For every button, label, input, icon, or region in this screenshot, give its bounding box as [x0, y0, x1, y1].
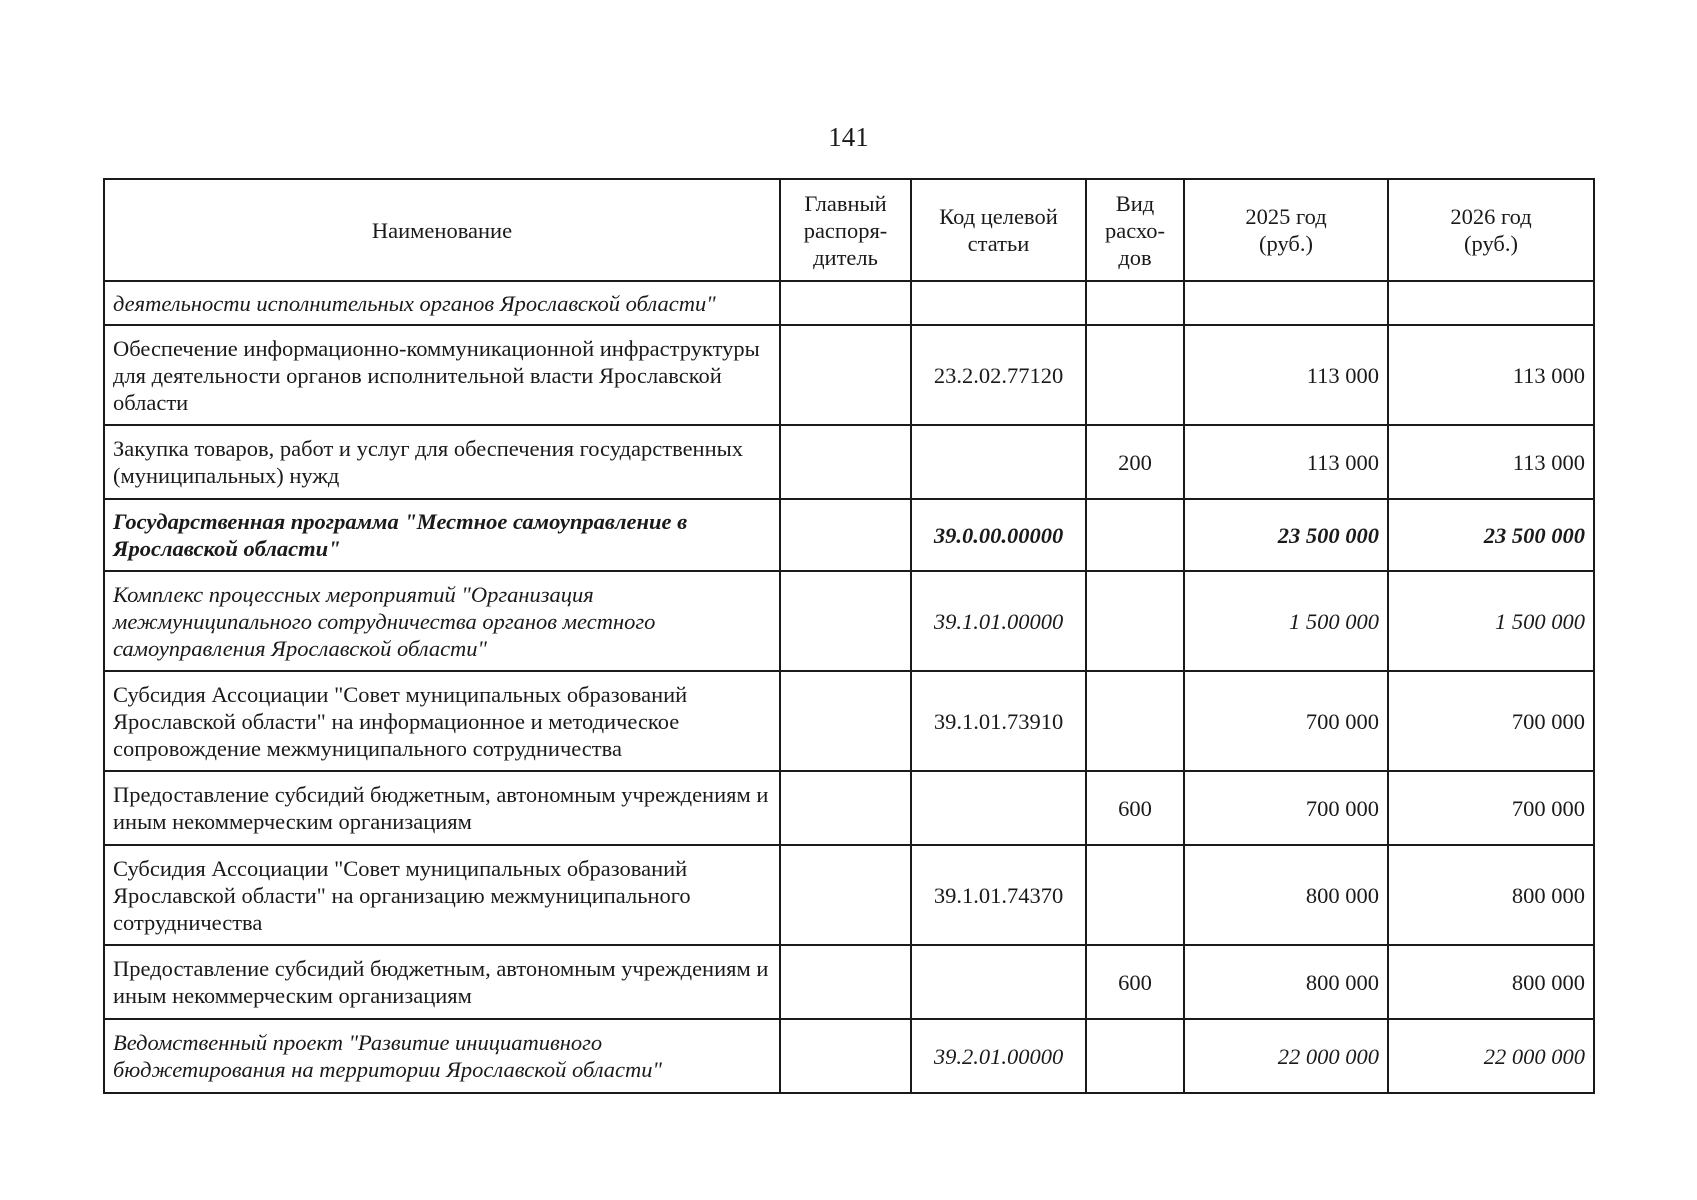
- table-row: [104, 325, 1594, 425]
- cell-2025: 800 000: [1184, 845, 1388, 945]
- cell-expense-type: 200: [1086, 425, 1184, 499]
- cell-2026: 1 500 000: [1388, 571, 1594, 671]
- cell-name: Обеспечение информационно-коммуникационной инфраструктуры для деятельности органов исполнительной власти Ярославской области: [104, 325, 780, 425]
- cell-manager: [780, 325, 911, 425]
- cell-name: Субсидия Ассоциации "Совет муниципальных образований Ярославской области" на информационное и методическое сопровождение межмуниципального сотрудничества: [104, 671, 780, 771]
- cell-2026: 22 000 000: [1388, 1019, 1594, 1093]
- cell-2025: 113 000: [1184, 325, 1388, 425]
- cell-expense-type: [1086, 281, 1184, 325]
- table-row: [104, 1019, 1594, 1093]
- cell-manager: [780, 671, 911, 771]
- table-row: [104, 499, 1594, 571]
- cell-name: Предоставление субсидий бюджетным, автономным учреждениям и иным некоммерческим организациям: [104, 945, 780, 1019]
- cell-name: Комплекс процессных мероприятий "Организация межмуниципального сотрудничества органов местного самоуправления Ярославской области": [104, 571, 780, 671]
- cell-name: Закупка товаров, работ и услуг для обеспечения государственных (муниципальных) нужд: [104, 425, 780, 499]
- cell-manager: [780, 771, 911, 845]
- cell-expense-type: [1086, 571, 1184, 671]
- cell-code: [911, 425, 1086, 499]
- cell-code: 39.0.00.00000: [911, 499, 1086, 571]
- cell-expense-type: [1086, 671, 1184, 771]
- header-year-2026: 2026 год (руб.): [1388, 179, 1594, 281]
- table-body: [104, 281, 1594, 1093]
- header-year-2025: 2025 год (руб.): [1184, 179, 1388, 281]
- cell-2025: 800 000: [1184, 945, 1388, 1019]
- cell-name: Предоставление субсидий бюджетным, автономным учреждениям и иным некоммерческим организациям: [104, 771, 780, 845]
- cell-2025: [1184, 281, 1388, 325]
- cell-code: 39.2.01.00000: [911, 1019, 1086, 1093]
- cell-expense-type: [1086, 845, 1184, 945]
- table-row: [104, 845, 1594, 945]
- cell-2026: 700 000: [1388, 671, 1594, 771]
- cell-expense-type: [1086, 1019, 1184, 1093]
- cell-name: Субсидия Ассоциации "Совет муниципальных образований Ярославской области" на организацию межмуниципального сотрудничества: [104, 845, 780, 945]
- cell-manager: [780, 425, 911, 499]
- cell-code: 39.1.01.00000: [911, 571, 1086, 671]
- cell-expense-type: 600: [1086, 945, 1184, 1019]
- cell-manager: [780, 499, 911, 571]
- budget-table: [103, 178, 1595, 1094]
- cell-2025: 113 000: [1184, 425, 1388, 499]
- page-number: 141: [828, 122, 869, 152]
- cell-code: 23.2.02.77120: [911, 325, 1086, 425]
- cell-code: [911, 945, 1086, 1019]
- cell-name: деятельности исполнительных органов Ярославской области": [104, 281, 780, 325]
- cell-manager: [780, 845, 911, 945]
- cell-2026: 800 000: [1388, 845, 1594, 945]
- cell-code: 39.1.01.74370: [911, 845, 1086, 945]
- cell-manager: [780, 571, 911, 671]
- cell-expense-type: 600: [1086, 771, 1184, 845]
- cell-code: [911, 281, 1086, 325]
- cell-2026: 23 500 000: [1388, 499, 1594, 571]
- cell-2026: 700 000: [1388, 771, 1594, 845]
- cell-2025: 700 000: [1184, 671, 1388, 771]
- cell-2025: 22 000 000: [1184, 1019, 1388, 1093]
- cell-2026: 800 000: [1388, 945, 1594, 1019]
- header-expense-type: Вид расхо-дов: [1086, 179, 1184, 281]
- cell-name: Ведомственный проект "Развитие инициативного бюджетирования на территории Ярославской области": [104, 1019, 780, 1093]
- table-header-row: [104, 179, 1594, 281]
- table-row: [104, 425, 1594, 499]
- cell-code: 39.1.01.73910: [911, 671, 1086, 771]
- cell-expense-type: [1086, 325, 1184, 425]
- cell-2026: 113 000: [1388, 425, 1594, 499]
- cell-2026: [1388, 281, 1594, 325]
- cell-manager: [780, 945, 911, 1019]
- cell-2025: 1 500 000: [1184, 571, 1388, 671]
- cell-2025: 700 000: [1184, 771, 1388, 845]
- table-row: [104, 571, 1594, 671]
- cell-name: Государственная программа "Местное самоуправление в Ярославской области": [104, 499, 780, 571]
- cell-2025: 23 500 000: [1184, 499, 1388, 571]
- cell-expense-type: [1086, 499, 1184, 571]
- cell-code: [911, 771, 1086, 845]
- table-row: [104, 771, 1594, 845]
- cell-2026: 113 000: [1388, 325, 1594, 425]
- header-code: Код целевой статьи: [911, 179, 1086, 281]
- cell-manager: [780, 281, 911, 325]
- table-row: [104, 671, 1594, 771]
- header-manager: Главный распоря-дитель: [780, 179, 911, 281]
- table-row: [104, 281, 1594, 325]
- cell-manager: [780, 1019, 911, 1093]
- header-name: Наименование: [104, 179, 780, 281]
- table-row: [104, 945, 1594, 1019]
